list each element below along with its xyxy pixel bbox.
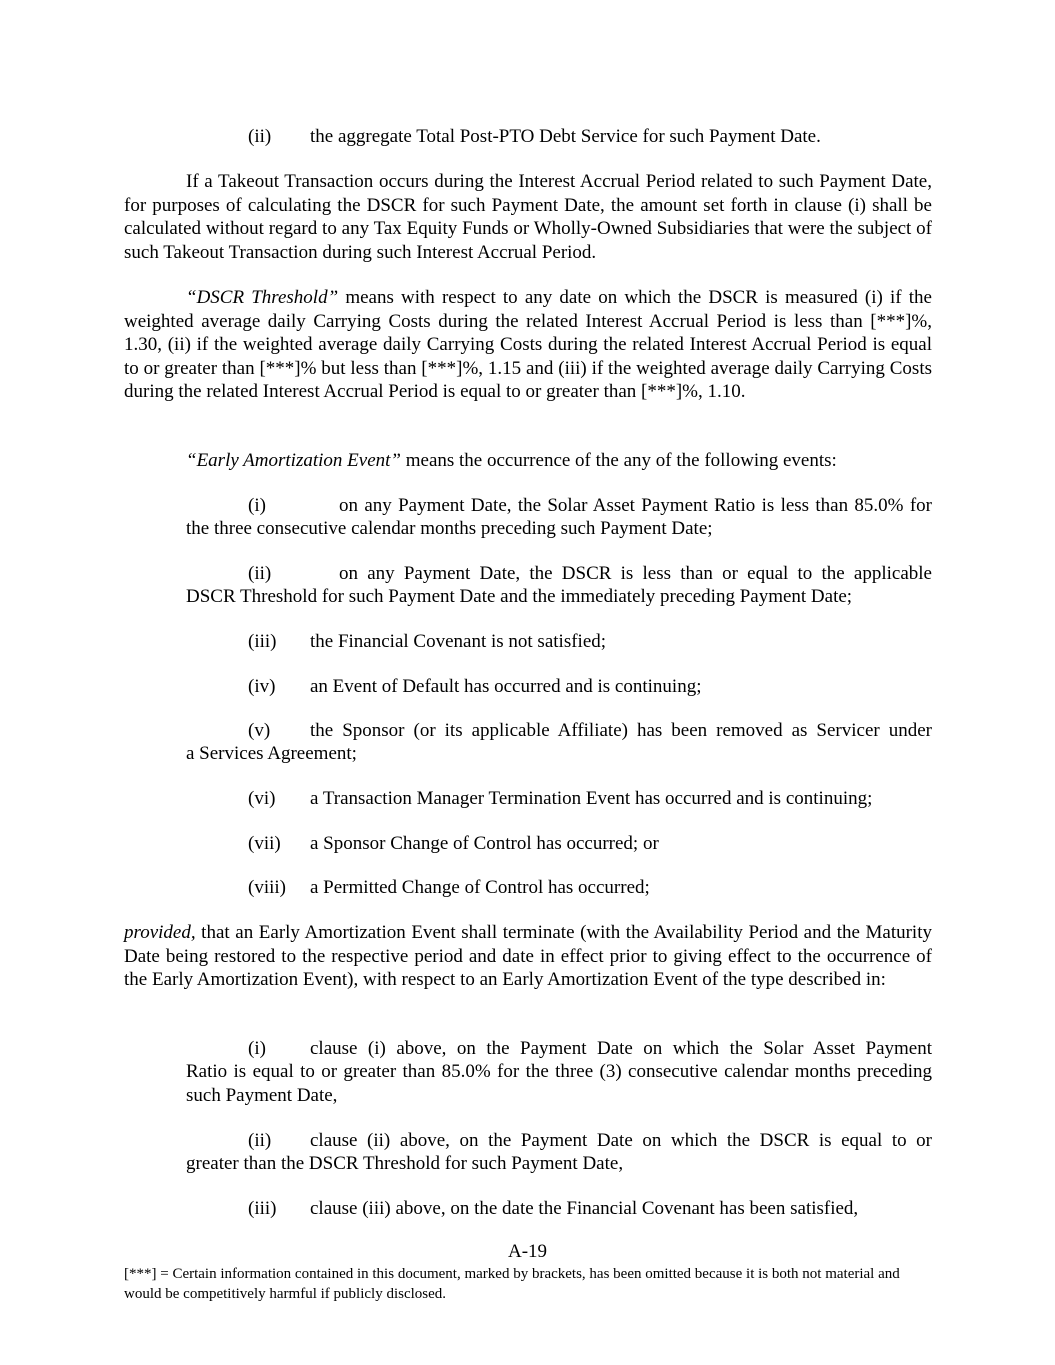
termination-text-line1: clause (i) above, on the Payment Date on which the Solar Asset Payment xyxy=(310,1038,932,1059)
paragraph-provided xyxy=(124,921,932,992)
event-text-line1: on any Payment Date, the Solar Asset Payment Ratio is less than 85.0% for xyxy=(339,495,932,516)
event-text-line1: a Transaction Manager Termination Event has occurred and is continuing; xyxy=(310,788,873,809)
page-number: A-19 xyxy=(507,1241,548,1262)
termination-number: (i) xyxy=(248,1038,266,1059)
event-text-line1: the Sponsor (or its applicable Affiliate) has been removed as Servicer under xyxy=(310,720,932,741)
event-number: (vi) xyxy=(248,788,276,809)
defined-term: “Early Amortization Event” xyxy=(186,450,401,471)
event-number: (i) xyxy=(248,495,266,516)
event-number: (iii) xyxy=(248,631,277,652)
definition-text: means with respect to any date on which the DSCR is measured (i) if the weighted average daily Carrying Costs during the related Interest Accrual Period is less than [***]%, 1.30, (ii) if the weighted average daily Carrying Costs during the related Interest Accrual Period is equal to or greater than [***]% but less than [***]%, 1.15 and (iii) if the weighted average daily Carrying Costs during the related Interest Accrual Period is equal to or greater than [***]%, 1.10. xyxy=(124,287,932,402)
event-number: (viii) xyxy=(248,877,286,898)
definition-early-amortization-event xyxy=(186,449,932,473)
event-number: (ii) xyxy=(248,563,272,584)
footnote: [***] = Certain information contained in this document, marked by brackets, has been omitted because it is both not material and would be competitively harmful if publicly disclosed. xyxy=(124,1266,900,1302)
item-number: (ii) xyxy=(248,126,272,147)
event-number: (iv) xyxy=(248,676,276,697)
termination-number: (iii) xyxy=(248,1198,277,1219)
event-text-rest: the three consecutive calendar months preceding such Payment Date; xyxy=(186,518,713,539)
event-text-line1: an Event of Default has occurred and is continuing; xyxy=(310,676,702,697)
event-text-line1: a Permitted Change of Control has occurred; xyxy=(310,877,650,898)
item-text: the aggregate Total Post-PTO Debt Service for such Payment Date. xyxy=(310,126,821,147)
event-text-line1: the Financial Covenant is not satisfied; xyxy=(310,631,607,652)
event-text-line1: on any Payment Date, the DSCR is less than or equal to the applicable xyxy=(339,563,932,584)
definition-dscr-threshold xyxy=(124,286,932,404)
provided-lead: provided, xyxy=(124,922,196,943)
termination-text-line1: clause (ii) above, on the Payment Date on which the DSCR is equal to or xyxy=(310,1130,932,1151)
termination-text-line1: clause (iii) above, on the date the Financial Covenant has been satisfied, xyxy=(310,1198,859,1219)
definition-text: means the occurrence of the any of the following events: xyxy=(400,450,837,471)
termination-text-rest: greater than the DSCR Threshold for such Payment Date, xyxy=(186,1153,624,1174)
termination-number: (ii) xyxy=(248,1130,272,1151)
paragraph-takeout: If a Takeout Transaction occurs during the Interest Accrual Period related to such Payment Date, for purposes of calculating the DSCR for such Payment Date, the amount set forth in clause (i) shall be calculated without regard to any Tax Equity Funds or Wholly-Owned Subsidiaries that were the subject of such Takeout Transaction during such Interest Accrual Period. xyxy=(124,171,932,263)
event-text-rest: DSCR Threshold for such Payment Date and the immediately preceding Payment Date; xyxy=(186,586,853,607)
event-text-rest: a Services Agreement; xyxy=(186,743,357,764)
provided-text: that an Early Amortization Event shall terminate (with the Availability Period and the Maturity Date being restored to the respective period and date in effect prior to giving effect to the occurrence of the Early Amortization Event), with respect to an Early Amortization Event of the type described in: xyxy=(124,922,932,990)
event-number: (vii) xyxy=(248,833,281,854)
event-text-line1: a Sponsor Change of Control has occurred; or xyxy=(310,833,659,854)
event-number: (v) xyxy=(248,720,271,741)
defined-term: “DSCR Threshold” xyxy=(186,287,339,308)
termination-text-rest: Ratio is equal to or greater than 85.0% for the three (3) consecutive calendar months preceding such Payment Date, xyxy=(186,1061,932,1106)
